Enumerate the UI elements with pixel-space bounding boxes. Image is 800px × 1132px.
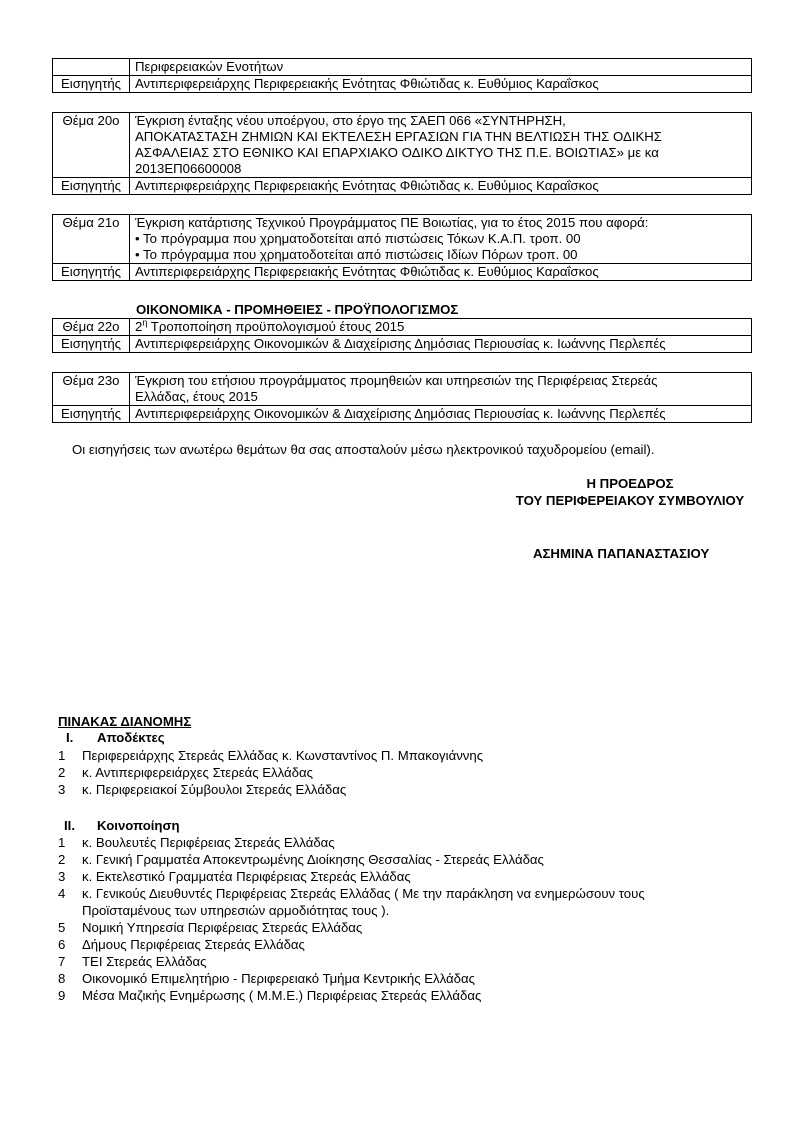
- rapporteur-name: Αντιπεριφερειάρχης Περιφερειακής Ενότητας Φθιώτιδας κ. Ευθύμιος Καραΐσκος: [130, 178, 752, 195]
- list-number: 1: [58, 835, 66, 850]
- theme-line: ΑΣΦΑΛΕΙΑΣ ΣΤΟ ΕΘΝΙΚΟ ΚΑΙ ΕΠΑΡΧΙΑΚΟ ΟΔΙΚΟ ΔΙΚΤΥΟ ΤΗΣ Π.Ε. ΒΟΙΩΤΙΑΣ» με κα: [135, 145, 659, 160]
- signature-title: Η ΠΡΟΕΔΡΟΣ: [586, 476, 674, 491]
- list-item: κ. Αντιπεριφερειάρχες Στερεάς Ελλάδας: [82, 765, 313, 780]
- section-number: II.: [64, 818, 75, 833]
- ordinal-suffix: η: [142, 317, 148, 328]
- ordinal-number: 2: [135, 319, 143, 334]
- rapporteur-label: Εισηγητής: [53, 264, 130, 281]
- rapporteur-name: Αντιπεριφερειάρχης Περιφερειακής Ενότητας Φθιώτιδας κ. Ευθύμιος Καραΐσκος: [130, 264, 752, 281]
- empty-label-cell: [53, 59, 130, 76]
- list-item: κ. Περιφερειακοί Σύμβουλοι Στερεάς Ελλάδας: [82, 782, 347, 797]
- email-note: Οι εισηγήσεις των ανωτέρω θεμάτων θα σας αποσταλούν μέσω ηλεκτρονικού ταχυδρομείου (email).: [72, 442, 655, 457]
- theme-line: 2013ΕΠ06600008: [135, 161, 242, 176]
- agenda-table-theme-20: [52, 112, 752, 195]
- agenda-table-theme-23: [52, 372, 752, 423]
- theme-bullet-line: • Το πρόγραμμα που χρηματοδοτείται από πιστώσεις Ιδίων Πόρων τροπ. 00: [135, 247, 578, 262]
- rapporteur-label: Εισηγητής: [53, 336, 130, 353]
- rapporteur-label: Εισηγητής: [53, 178, 130, 195]
- list-item: ΤΕΙ Στερεάς Ελλάδας: [82, 954, 207, 969]
- list-number: 2: [58, 765, 66, 780]
- theme-description: [130, 373, 752, 406]
- list-number: 3: [58, 869, 66, 884]
- theme-description: [130, 113, 752, 178]
- section-heading: ΟΙΚΟΝΟΜΙΚΑ - ΠΡΟΜΗΘΕΙΕΣ - ΠΡΟΫΠΟΛΟΓΙΣΜΟΣ: [136, 302, 459, 317]
- theme-label: Θέμα 21ο: [53, 215, 130, 264]
- list-item: κ. Εκτελεστικό Γραμματέα Περιφέρειας Στερεάς Ελλάδας: [82, 869, 411, 884]
- rapporteur-name: Αντιπεριφερειάρχης Περιφερειακής Ενότητας Φθιώτιδας κ. Ευθύμιος Καραΐσκος: [130, 76, 752, 93]
- theme-line: Έγκριση του ετήσιου προγράμματος προμηθειών και υπηρεσιών της Περιφέρειας Στερεάς: [135, 373, 658, 388]
- rapporteur-name: Αντιπεριφερειάρχης Οικονομικών & Διαχείρισης Δημόσιας Περιουσίας κ. Ιωάννης Περλεπές: [130, 406, 752, 423]
- agenda-table-theme-21: [52, 214, 752, 281]
- theme-line: Έγκριση κατάρτισης Τεχνικού Προγράμματος ΠΕ Βοιωτίας, για το έτος 2015 που αφορά:: [135, 215, 649, 230]
- distribution-title: ΠΙΝΑΚΑΣ ΔΙΑΝΟΜΗΣ: [58, 714, 192, 729]
- rapporteur-name: Αντιπεριφερειάρχης Οικονομικών & Διαχείρισης Δημόσιας Περιουσίας κ. Ιωάννης Περλεπές: [130, 336, 752, 353]
- theme-description: [130, 319, 752, 336]
- list-number: 9: [58, 988, 66, 1003]
- rapporteur-label: Εισηγητής: [53, 406, 130, 423]
- section-title: Κοινοποίηση: [97, 818, 180, 833]
- theme-bullet-line: • Το πρόγραμμα που χρηματοδοτείται από πιστώσεις Τόκων Κ.Α.Π. τροπ. 00: [135, 231, 581, 246]
- list-item: Μέσα Μαζικής Ενημέρωσης ( Μ.Μ.Ε.) Περιφέρειας Στερεάς Ελλάδας: [82, 988, 482, 1003]
- list-number: 6: [58, 937, 66, 952]
- signatory-name: ΑΣΗΜΙΝΑ ΠΑΠΑΝΑΣΤΑΣΙΟΥ: [533, 546, 710, 561]
- list-number: 4: [58, 886, 66, 901]
- list-item: Οικονομικό Επιμελητήριο - Περιφερειακό Τμήμα Κεντρικής Ελλάδας: [82, 971, 475, 986]
- theme-line: Έγκριση ένταξης νέου υποέργου, στο έργο της ΣΑΕΠ 066 «ΣΥΝΤΗΡΗΣΗ,: [135, 113, 566, 128]
- item-description: Περιφερειακών Ενοτήτων: [130, 59, 752, 76]
- list-number: 7: [58, 954, 66, 969]
- theme-text: Τροποποίηση προϋπολογισμού έτους 2015: [147, 319, 405, 334]
- list-number: 5: [58, 920, 66, 935]
- signature-subtitle: ΤΟΥ ΠΕΡΙΦΕΡΕΙΑΚΟΥ ΣΥΜΒΟΥΛΙΟΥ: [515, 493, 745, 508]
- section-number: I.: [66, 730, 74, 745]
- list-item: Δήμους Περιφέρειας Στερεάς Ελλάδας: [82, 937, 305, 952]
- list-item: Περιφερειάρχης Στερεάς Ελλάδας κ. Κωνσταντίνος Π. Μπακογιάννης: [82, 748, 484, 763]
- theme-label: Θέμα 20ο: [53, 113, 130, 178]
- list-number: 3: [58, 782, 66, 797]
- theme-label: Θέμα 23ο: [53, 373, 130, 406]
- agenda-table-continuation: [52, 58, 752, 93]
- list-item-continuation: Προϊσταμένους των υπηρεσιών αρμοδιότητας τους ).: [82, 903, 390, 918]
- theme-line: ΑΠΟΚΑΤΑΣΤΑΣΗ ΖΗΜΙΩΝ ΚΑΙ ΕΚΤΕΛΕΣΗ ΕΡΓΑΣΙΩΝ ΓΙΑ ΤΗΝ ΒΕΛΤΙΩΣΗ ΤΗΣ ΟΔΙΚΗΣ: [135, 129, 662, 144]
- rapporteur-label: Εισηγητής: [53, 76, 130, 93]
- section-title: Αποδέκτες: [97, 730, 165, 745]
- list-number: 2: [58, 852, 66, 867]
- list-item: κ. Βουλευτές Περιφέρειας Στερεάς Ελλάδας: [82, 835, 335, 850]
- theme-label: Θέμα 22ο: [53, 319, 130, 336]
- list-number: 8: [58, 971, 66, 986]
- theme-line: Ελλάδας, έτους 2015: [135, 389, 258, 404]
- agenda-table-theme-22: [52, 318, 752, 353]
- theme-description: [130, 215, 752, 264]
- list-item: Νομική Υπηρεσία Περιφέρειας Στερεάς Ελλάδας: [82, 920, 363, 935]
- list-item: κ. Γενική Γραμματέα Αποκεντρωμένης Διοίκησης Θεσσαλίας - Στερεάς Ελλάδας: [82, 852, 544, 867]
- list-number: 1: [58, 748, 66, 763]
- list-item: κ. Γενικούς Διευθυντές Περιφέρειας Στερεάς Ελλάδας ( Με την παράκληση να ενημερώσουν τους: [82, 886, 645, 901]
